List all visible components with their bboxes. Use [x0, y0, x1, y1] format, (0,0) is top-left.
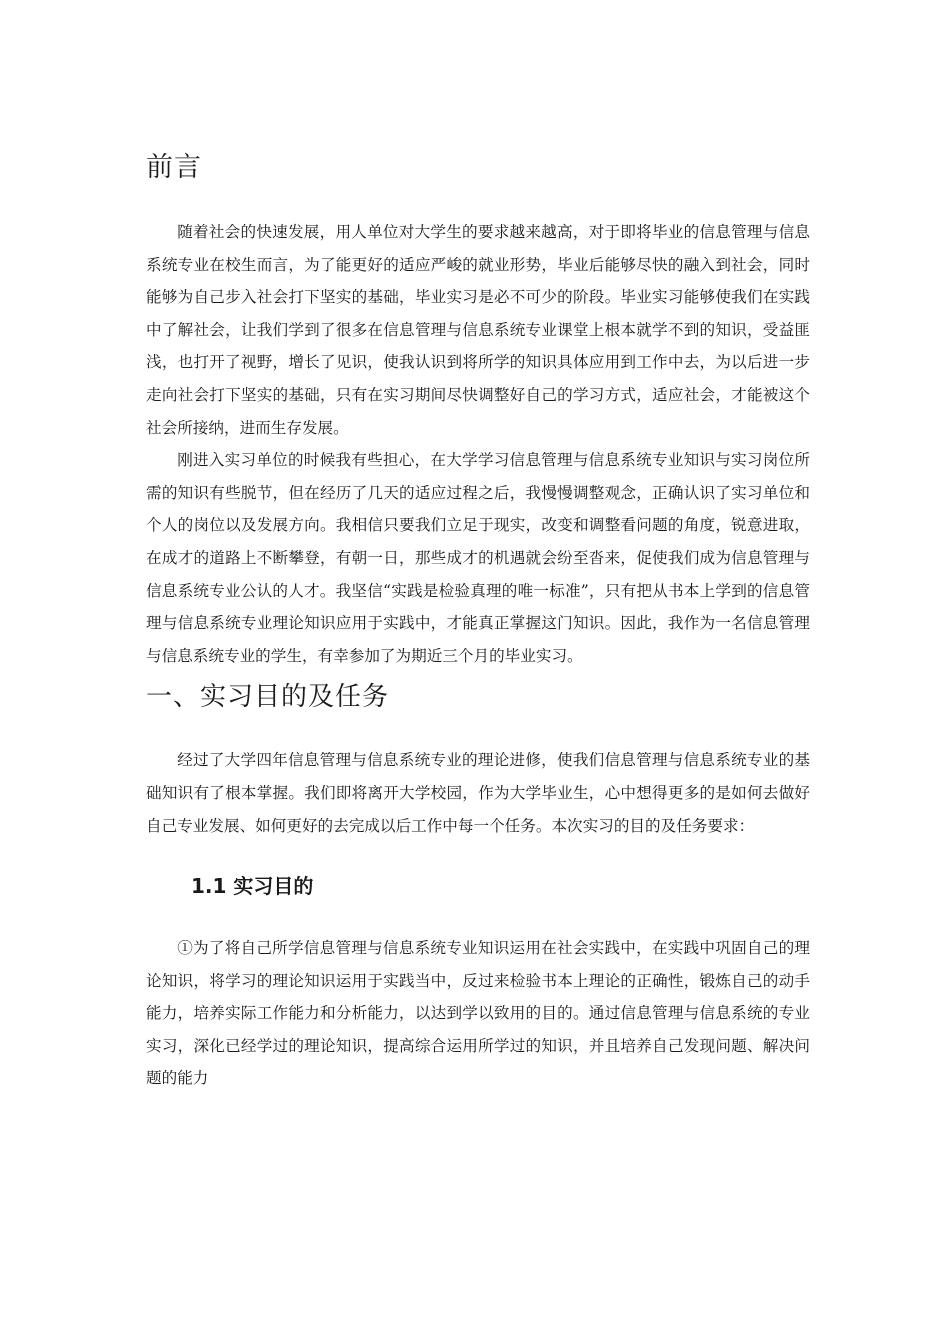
subsection-paragraph: ①为了将自己所学信息管理与信息系统专业知识运用在社会实践中，在实践中巩固自己的理论知识，将学习的理论知识运用于实践当中，反过来检验书本上理论的正确性，锻炼自己的动手能力，培养实际工作能力和分析能力，以达到学以致用的目的。通过信息管理与信息系统的专业实习，深化已经学过的理论知识，提高综合运用所学过的知识，并且培养自己发现问题、解决问题的能力 — [146, 939, 810, 1088]
preface-heading: 前言 — [146, 152, 202, 183]
document-body — [146, 140, 810, 1095]
preface-paragraph-2: 刚进入实习单位的时候我有些担心，在大学学习信息管理与信息系统专业知识与实习岗位所需的知识有些脱节，但在经历了几天的适应过程之后，我慢慢调整观念，正确认识了实习单位和个人的岗位以及发展方向。我相信只要我们立足于现实，改变和调整看问题的角度，锐意进取，在成才的道路上不断攀登，有朝一日，那些成才的机遇就会纷至沓来，促使我们成为信息管理与信息系统专业公认的人才。我坚信“实践是检验真理的唯一标准”，只有把从书本上学到的信息管理与信息系统专业理论知识应用于实践中，才能真正掌握这门知识。因此，我作为一名信息管理与信息系统专业的学生，有幸参加了为期近三个月的毕业实习。 — [146, 451, 810, 665]
preface-paragraph-1: 随着社会的快速发展，用人单位对大学生的要求越来越高，对于即将毕业的信息管理与信息系统专业在校生而言，为了能更好的适应严峻的就业形势，毕业后能够尽快的融入到社会，同时能够为自己步入社会打下坚实的基础，毕业实习是必不可少的阶段。毕业实习能够使我们在实践中了解社会，让我们学到了很多在信息管理与信息系统专业课堂上根本就学不到的知识，受益匪浅，也打开了视野，增长了见识，使我认识到将所学的知识具体应用到工作中去，为以后进一步走向社会打下坚实的基础，只有在实习期间尽快调整好自己的学习方式，适应社会，才能被这个社会所接纳，进而生存发展。 — [146, 223, 810, 437]
section-intro-paragraph: 经过了大学四年信息管理与信息系统专业的理论进修，使我们信息管理与信息系统专业的基础知识有了根本掌握。我们即将离开大学校园，作为大学毕业生，心中想得更多的是如何去做好自己专业发展、如何更好的去完成以后工作中每一个任务。本次实习的目的及任务要求： — [146, 751, 810, 835]
section-heading-internship-goals: 一、实习目的及任务 — [146, 682, 390, 713]
subsection-heading-internship-purpose: 1.1 实习目的 — [191, 874, 314, 899]
